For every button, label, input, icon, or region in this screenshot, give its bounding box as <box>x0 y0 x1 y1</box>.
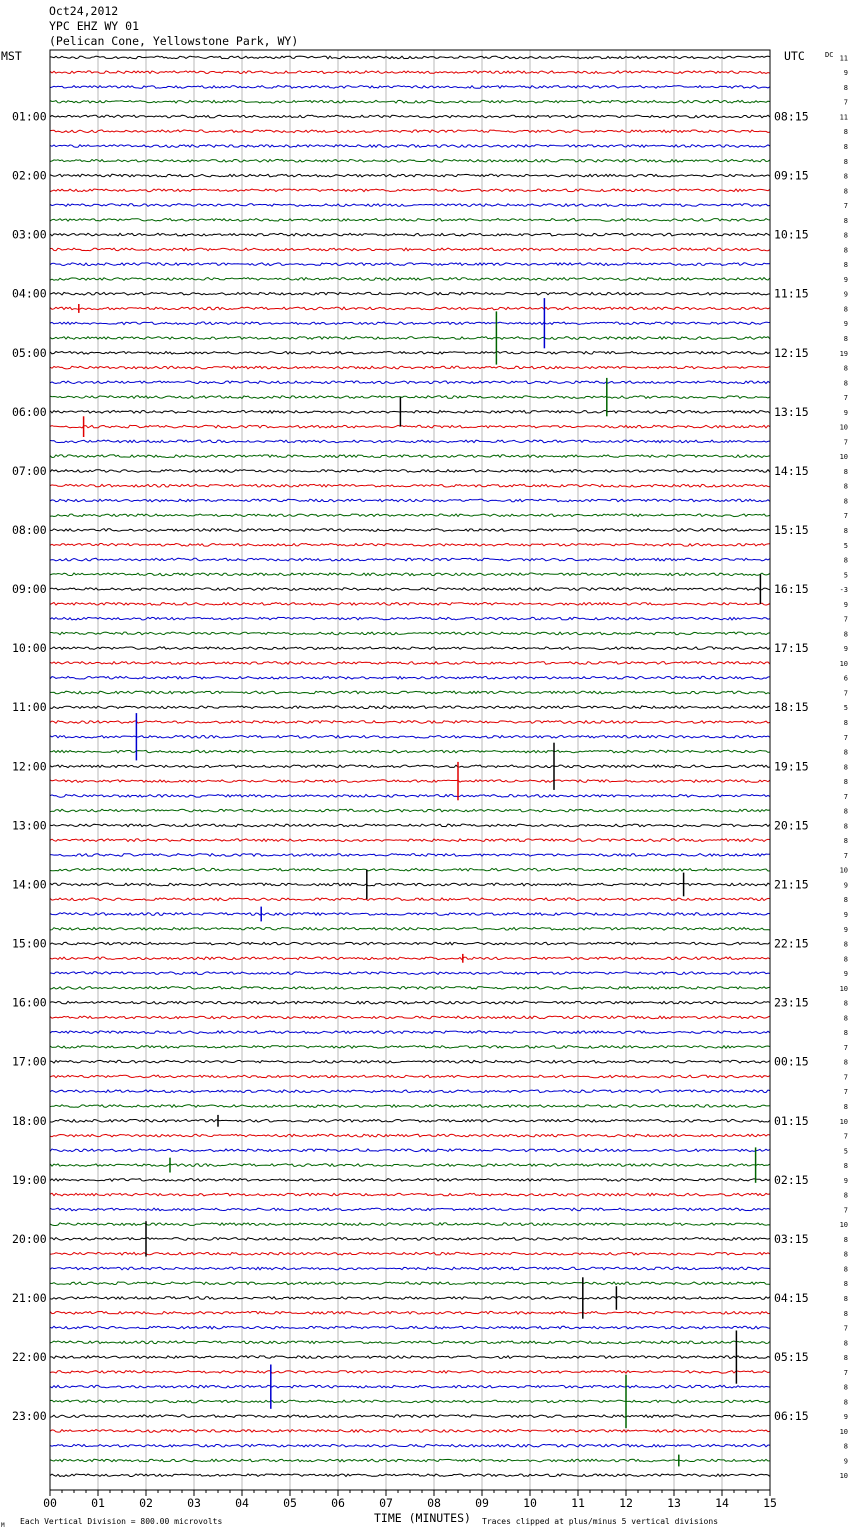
trace-red <box>50 1075 770 1078</box>
trace-black <box>50 765 770 768</box>
trace-blue <box>50 617 770 620</box>
dc-offset-value: 10 <box>839 1427 848 1436</box>
dc-offset-value: 7 <box>843 733 848 742</box>
dc-offset-value: 7 <box>843 1073 848 1082</box>
dc-offset-value: 9 <box>843 275 848 284</box>
trace-blue <box>50 676 770 679</box>
trace-black <box>50 883 770 886</box>
dc-offset-value: 8 <box>843 379 848 388</box>
trace-green <box>50 396 770 399</box>
left-zone-label: MST <box>1 49 22 63</box>
trace-black <box>50 529 770 532</box>
right-time-label: 11:15 <box>774 286 809 301</box>
trace-black <box>50 1474 770 1477</box>
right-time-label: 22:15 <box>774 936 809 951</box>
left-time-label: 10:00 <box>12 641 47 656</box>
dc-offset-value: 8 <box>843 497 848 506</box>
right-time-label: 14:15 <box>774 463 809 478</box>
trace-blue <box>50 263 770 266</box>
dc-offset-value: 8 <box>843 172 848 181</box>
dc-offset-value: 7 <box>843 512 848 521</box>
dc-offset-value: 9 <box>843 911 848 919</box>
right-time-label: 21:15 <box>774 877 809 892</box>
trace-red <box>50 839 770 842</box>
trace-black <box>50 647 770 650</box>
x-axis-title: TIME (MINUTES) <box>374 1511 471 1525</box>
left-time-label: 17:00 <box>12 1054 47 1069</box>
dc-offset-value: 7 <box>843 394 848 403</box>
trace-red <box>50 307 770 310</box>
dc-offset-value: 9 <box>843 1457 848 1466</box>
trace-blue <box>50 1149 770 1152</box>
trace-green <box>50 573 770 576</box>
trace-green <box>50 1164 770 1167</box>
dc-offset-value: 8 <box>843 748 848 757</box>
dc-offset-value: 8 <box>843 1354 848 1363</box>
x-tick-label: 09 <box>475 1496 489 1510</box>
right-time-label: 08:15 <box>774 109 809 124</box>
trace-blue <box>50 499 770 502</box>
trace-red <box>50 71 770 74</box>
dc-offset-value: 5 <box>843 1147 848 1156</box>
right-time-label: 13:15 <box>774 404 809 419</box>
dc-offset-value: 9 <box>843 290 848 299</box>
trace-green <box>50 278 770 281</box>
trace-blue <box>50 913 770 916</box>
trace-black <box>50 352 770 355</box>
trace-green <box>50 219 770 222</box>
dc-offset-value: 8 <box>843 837 848 846</box>
left-time-label: 15:00 <box>12 936 47 951</box>
left-time-label: 02:00 <box>12 168 47 183</box>
dc-offset-value: 8 <box>843 778 848 787</box>
dc-offset-value: 9 <box>843 1176 848 1185</box>
grid-lines <box>98 50 722 1490</box>
trace-green <box>50 1282 770 1285</box>
dc-offset-value: 8 <box>843 763 848 772</box>
trace-black <box>50 824 770 827</box>
x-tick-label: 11 <box>571 1496 585 1510</box>
trace-red <box>50 543 770 546</box>
dc-offset-value: 10 <box>839 866 848 875</box>
trace-red <box>50 248 770 251</box>
trace-red <box>50 425 770 428</box>
trace-blue <box>50 1444 770 1447</box>
trace-black <box>50 1415 770 1418</box>
trace-green <box>50 455 770 458</box>
trace-black <box>50 588 770 591</box>
trace-blue <box>50 1267 770 1270</box>
dc-offset-value: 8 <box>843 556 848 565</box>
dc-offset-value: 8 <box>843 246 848 255</box>
dc-offset-value: 8 <box>843 1103 848 1111</box>
right-time-label: 20:15 <box>774 818 809 833</box>
x-tick-label: 05 <box>283 1496 297 1510</box>
trace-green <box>50 337 770 340</box>
trace-blue <box>50 854 770 857</box>
x-tick-label: 14 <box>715 1496 729 1510</box>
trace-black <box>50 1297 770 1300</box>
dc-label: DC <box>825 51 834 59</box>
dc-offset-value: 8 <box>843 1162 848 1171</box>
dc-offset-value: 8 <box>843 1235 848 1244</box>
trace-black <box>50 411 770 414</box>
dc-offset-value: 7 <box>843 1043 848 1052</box>
left-time-label: 06:00 <box>12 404 47 419</box>
dc-offset-value: 9 <box>843 69 848 78</box>
dc-offset-value: 8 <box>843 261 848 270</box>
trace-red <box>50 1193 770 1196</box>
trace-black <box>50 115 770 118</box>
right-time-label: 12:15 <box>774 345 809 360</box>
dc-offset-value: 8 <box>843 216 848 225</box>
trace-green <box>50 100 770 103</box>
trace-black <box>50 1060 770 1063</box>
dc-offset-value: 7 <box>843 438 848 447</box>
x-tick-label: 13 <box>667 1496 681 1510</box>
dc-offset-value: 8 <box>843 128 848 137</box>
dc-offset-value: 7 <box>843 1368 848 1377</box>
dc-offset-value: 8 <box>843 143 848 151</box>
left-time-label: 09:00 <box>12 582 47 597</box>
dc-offset-value: 8 <box>843 630 848 639</box>
trace-red <box>50 189 770 192</box>
dc-offset-value: 9 <box>843 1413 848 1422</box>
dc-offset-value: 10 <box>839 1117 848 1126</box>
right-time-label: 05:15 <box>774 1350 809 1365</box>
dc-offset-value: 7 <box>843 689 848 698</box>
dc-offset-value: 7 <box>843 98 848 107</box>
dc-offset-value: 10 <box>839 984 848 993</box>
dc-offset-value: 8 <box>843 1309 848 1318</box>
trace-red <box>50 603 770 606</box>
dc-offset-value: 8 <box>843 527 848 535</box>
trace-blue <box>50 1090 770 1093</box>
trace-blue <box>50 204 770 207</box>
dc-offset-value: 8 <box>843 335 848 343</box>
trace-green <box>50 691 770 694</box>
right-time-label: 00:15 <box>774 1054 809 1069</box>
trace-blue <box>50 1385 770 1388</box>
right-time-label: 06:15 <box>774 1409 809 1424</box>
dc-offset-value: 10 <box>839 659 848 668</box>
left-time-label: 04:00 <box>12 286 47 301</box>
dc-offset-value: 8 <box>843 305 848 314</box>
trace-blue <box>50 1031 770 1034</box>
dc-offset-value: 9 <box>843 320 848 329</box>
dc-offset-value: 8 <box>843 1265 848 1274</box>
x-tick-label: 00 <box>43 1496 57 1510</box>
dc-offset-value: -3 <box>839 586 848 595</box>
right-time-label: 18:15 <box>774 700 809 715</box>
left-time-label: 01:00 <box>12 109 47 124</box>
right-time-label: 16:15 <box>774 582 809 597</box>
x-tick-label: 12 <box>619 1496 633 1510</box>
left-time-label: 05:00 <box>12 345 47 360</box>
trace-blue <box>50 795 770 798</box>
dc-offset-value: 8 <box>843 157 848 166</box>
trace-green <box>50 632 770 635</box>
dc-offset-value: 7 <box>843 615 848 624</box>
x-tick-label: 15 <box>763 1496 777 1510</box>
right-time-label: 23:15 <box>774 995 809 1010</box>
trace-red <box>50 1134 770 1137</box>
trace-red <box>50 484 770 487</box>
dc-offset-value: 8 <box>843 896 848 905</box>
left-time-label: 13:00 <box>12 818 47 833</box>
dc-offset-value: 10 <box>839 1221 848 1230</box>
trace-red <box>50 1430 770 1433</box>
trace-black <box>50 1119 770 1122</box>
dc-offset-value: 5 <box>843 704 848 713</box>
trace-black <box>50 292 770 295</box>
dc-offset-value: 11 <box>839 54 848 63</box>
dc-offset-value: 8 <box>843 999 848 1008</box>
right-time-label: 01:15 <box>774 1113 809 1128</box>
plot-frame <box>50 50 770 1490</box>
dc-offset-value: 8 <box>843 1058 848 1067</box>
header-date: Oct24,2012 <box>49 4 119 18</box>
x-tick-label: 03 <box>187 1496 201 1510</box>
right-zone-label: UTC <box>784 49 805 63</box>
trace-black <box>50 174 770 177</box>
trace-black <box>50 56 770 59</box>
dc-offset-value: 7 <box>843 202 848 211</box>
trace-green <box>50 928 770 931</box>
trace-green <box>50 987 770 990</box>
left-time-label: 22:00 <box>12 1350 47 1365</box>
trace-green <box>50 1459 770 1462</box>
dc-offset-value: 19 <box>839 349 848 358</box>
x-tick-label: 08 <box>427 1496 441 1510</box>
right-time-label: 15:15 <box>774 523 809 537</box>
trace-blue <box>50 735 770 738</box>
dc-offset-value: 8 <box>843 807 848 816</box>
corner-mark: M <box>1 1522 5 1529</box>
dc-offset-value: 7 <box>843 1324 848 1333</box>
trace-red <box>50 780 770 783</box>
trace-red <box>50 721 770 724</box>
dc-offset-value: 8 <box>843 231 848 240</box>
trace-green <box>50 1223 770 1226</box>
trace-red <box>50 1252 770 1255</box>
dc-offset-value: 5 <box>843 541 848 550</box>
trace-black <box>50 706 770 709</box>
trace-green <box>50 809 770 812</box>
dc-offset-value: 8 <box>843 1014 848 1023</box>
dc-offset-value: 8 <box>843 83 848 92</box>
dc-offset-value: 9 <box>843 925 848 934</box>
trace-green <box>50 1341 770 1344</box>
dc-offset-value: 7 <box>843 1132 848 1141</box>
left-time-label: 14:00 <box>12 877 47 892</box>
scale-note: Each Vertical Division = 800.00 microvolts <box>20 1517 223 1526</box>
dc-offset-value: 6 <box>843 674 848 683</box>
trace-green <box>50 868 770 871</box>
trace-blue <box>50 145 770 148</box>
left-time-label: 21:00 <box>12 1291 47 1305</box>
trace-green <box>50 1400 770 1403</box>
right-time-label: 03:15 <box>774 1231 809 1246</box>
x-tick-label: 07 <box>379 1496 393 1510</box>
left-time-label: 18:00 <box>12 1113 47 1128</box>
trace-blue <box>50 440 770 443</box>
trace-red <box>50 1371 770 1374</box>
trace-green <box>50 1046 770 1049</box>
dc-offset-value: 5 <box>843 571 848 580</box>
left-time-label: 23:00 <box>12 1409 47 1424</box>
dc-offset-value: 8 <box>843 1295 848 1303</box>
left-time-label: 12:00 <box>12 759 47 774</box>
dc-offset-value: 8 <box>843 1442 848 1451</box>
dc-offset-value: 7 <box>843 792 848 801</box>
header-location: (Pelican Cone, Yellowstone Park, WY) <box>49 34 299 48</box>
dc-offset-value: 8 <box>843 1383 848 1392</box>
dc-offset-value: 9 <box>843 600 848 609</box>
dc-offset-value: 8 <box>843 482 848 491</box>
header-station: YPC EHZ WY 01 <box>49 19 140 33</box>
trace-green <box>50 1105 770 1108</box>
dc-offset-value: 8 <box>843 1191 848 1200</box>
dc-offset-value: 9 <box>843 645 848 654</box>
left-time-label: 07:00 <box>12 463 47 478</box>
trace-red <box>50 898 770 901</box>
trace-blue <box>50 558 770 561</box>
dc-offset-value: 8 <box>843 1398 848 1407</box>
dc-offset-value: 8 <box>843 467 848 476</box>
left-time-label: 20:00 <box>12 1231 47 1246</box>
trace-red <box>50 366 770 369</box>
trace-red <box>50 1311 770 1314</box>
left-time-label: 08:00 <box>12 523 47 537</box>
x-tick-label: 04 <box>235 1496 249 1510</box>
dc-offset-value: 8 <box>843 187 848 196</box>
trace-green <box>50 514 770 517</box>
dc-offset-value: 11 <box>839 113 848 122</box>
x-tick-label: 06 <box>331 1496 345 1510</box>
dc-offset-value: 7 <box>843 851 848 860</box>
dc-offset-value: 8 <box>843 940 848 949</box>
trace-red <box>50 1016 770 1019</box>
trace-black <box>50 1179 770 1182</box>
left-time-label: 19:00 <box>12 1172 47 1187</box>
trace-black <box>50 1001 770 1004</box>
x-tick-label: 10 <box>523 1496 537 1510</box>
right-time-label: 04:15 <box>774 1291 809 1305</box>
dc-offset-value: 10 <box>839 1472 848 1481</box>
right-time-label: 02:15 <box>774 1172 809 1187</box>
dc-offset-value: 8 <box>843 364 848 373</box>
trace-red <box>50 957 770 960</box>
clip-note: Traces clipped at plus/minus 5 vertical divisions <box>482 1517 719 1526</box>
x-tick-label: 02 <box>139 1496 153 1510</box>
left-time-label: 11:00 <box>12 700 47 715</box>
dc-offset-value: 9 <box>843 970 848 979</box>
x-tick-label: 01 <box>91 1496 105 1510</box>
trace-blue <box>50 1326 770 1329</box>
trace-black <box>50 1356 770 1359</box>
right-time-label: 17:15 <box>774 641 809 656</box>
trace-green <box>50 159 770 162</box>
x-axis <box>43 1490 777 1510</box>
trace-green <box>50 750 770 753</box>
dc-offset-value: 8 <box>843 1339 848 1348</box>
left-time-label: 03:00 <box>12 227 47 242</box>
dc-offset-value: 10 <box>839 423 848 432</box>
dc-offset-value: 8 <box>843 719 848 727</box>
right-time-label: 19:15 <box>774 759 809 774</box>
dc-offset-value: 8 <box>843 1250 848 1259</box>
trace-blue <box>50 972 770 975</box>
trace-black <box>50 1238 770 1241</box>
trace-black <box>50 942 770 945</box>
trace-red <box>50 662 770 665</box>
trace-blue <box>50 86 770 89</box>
right-time-label: 10:15 <box>774 227 809 242</box>
trace-black <box>50 233 770 236</box>
dc-offset-value: 7 <box>843 1206 848 1215</box>
trace-black <box>50 470 770 473</box>
dc-offset-value: 8 <box>843 955 848 964</box>
dc-offset-value: 10 <box>839 453 848 462</box>
trace-red <box>50 130 770 133</box>
trace-blue <box>50 381 770 384</box>
right-time-label: 09:15 <box>774 168 809 183</box>
left-time-label: 16:00 <box>12 995 47 1010</box>
dc-offset-value: 8 <box>843 1280 848 1289</box>
dc-offset-value: 9 <box>843 408 848 417</box>
trace-blue <box>50 1208 770 1211</box>
dc-offset-value: 8 <box>843 1029 848 1038</box>
dc-offset-value: 7 <box>843 1088 848 1097</box>
dc-offset-value: 9 <box>843 881 848 890</box>
trace-blue <box>50 322 770 325</box>
seismic-traces <box>50 56 770 1476</box>
dc-offset-value: 8 <box>843 822 848 831</box>
